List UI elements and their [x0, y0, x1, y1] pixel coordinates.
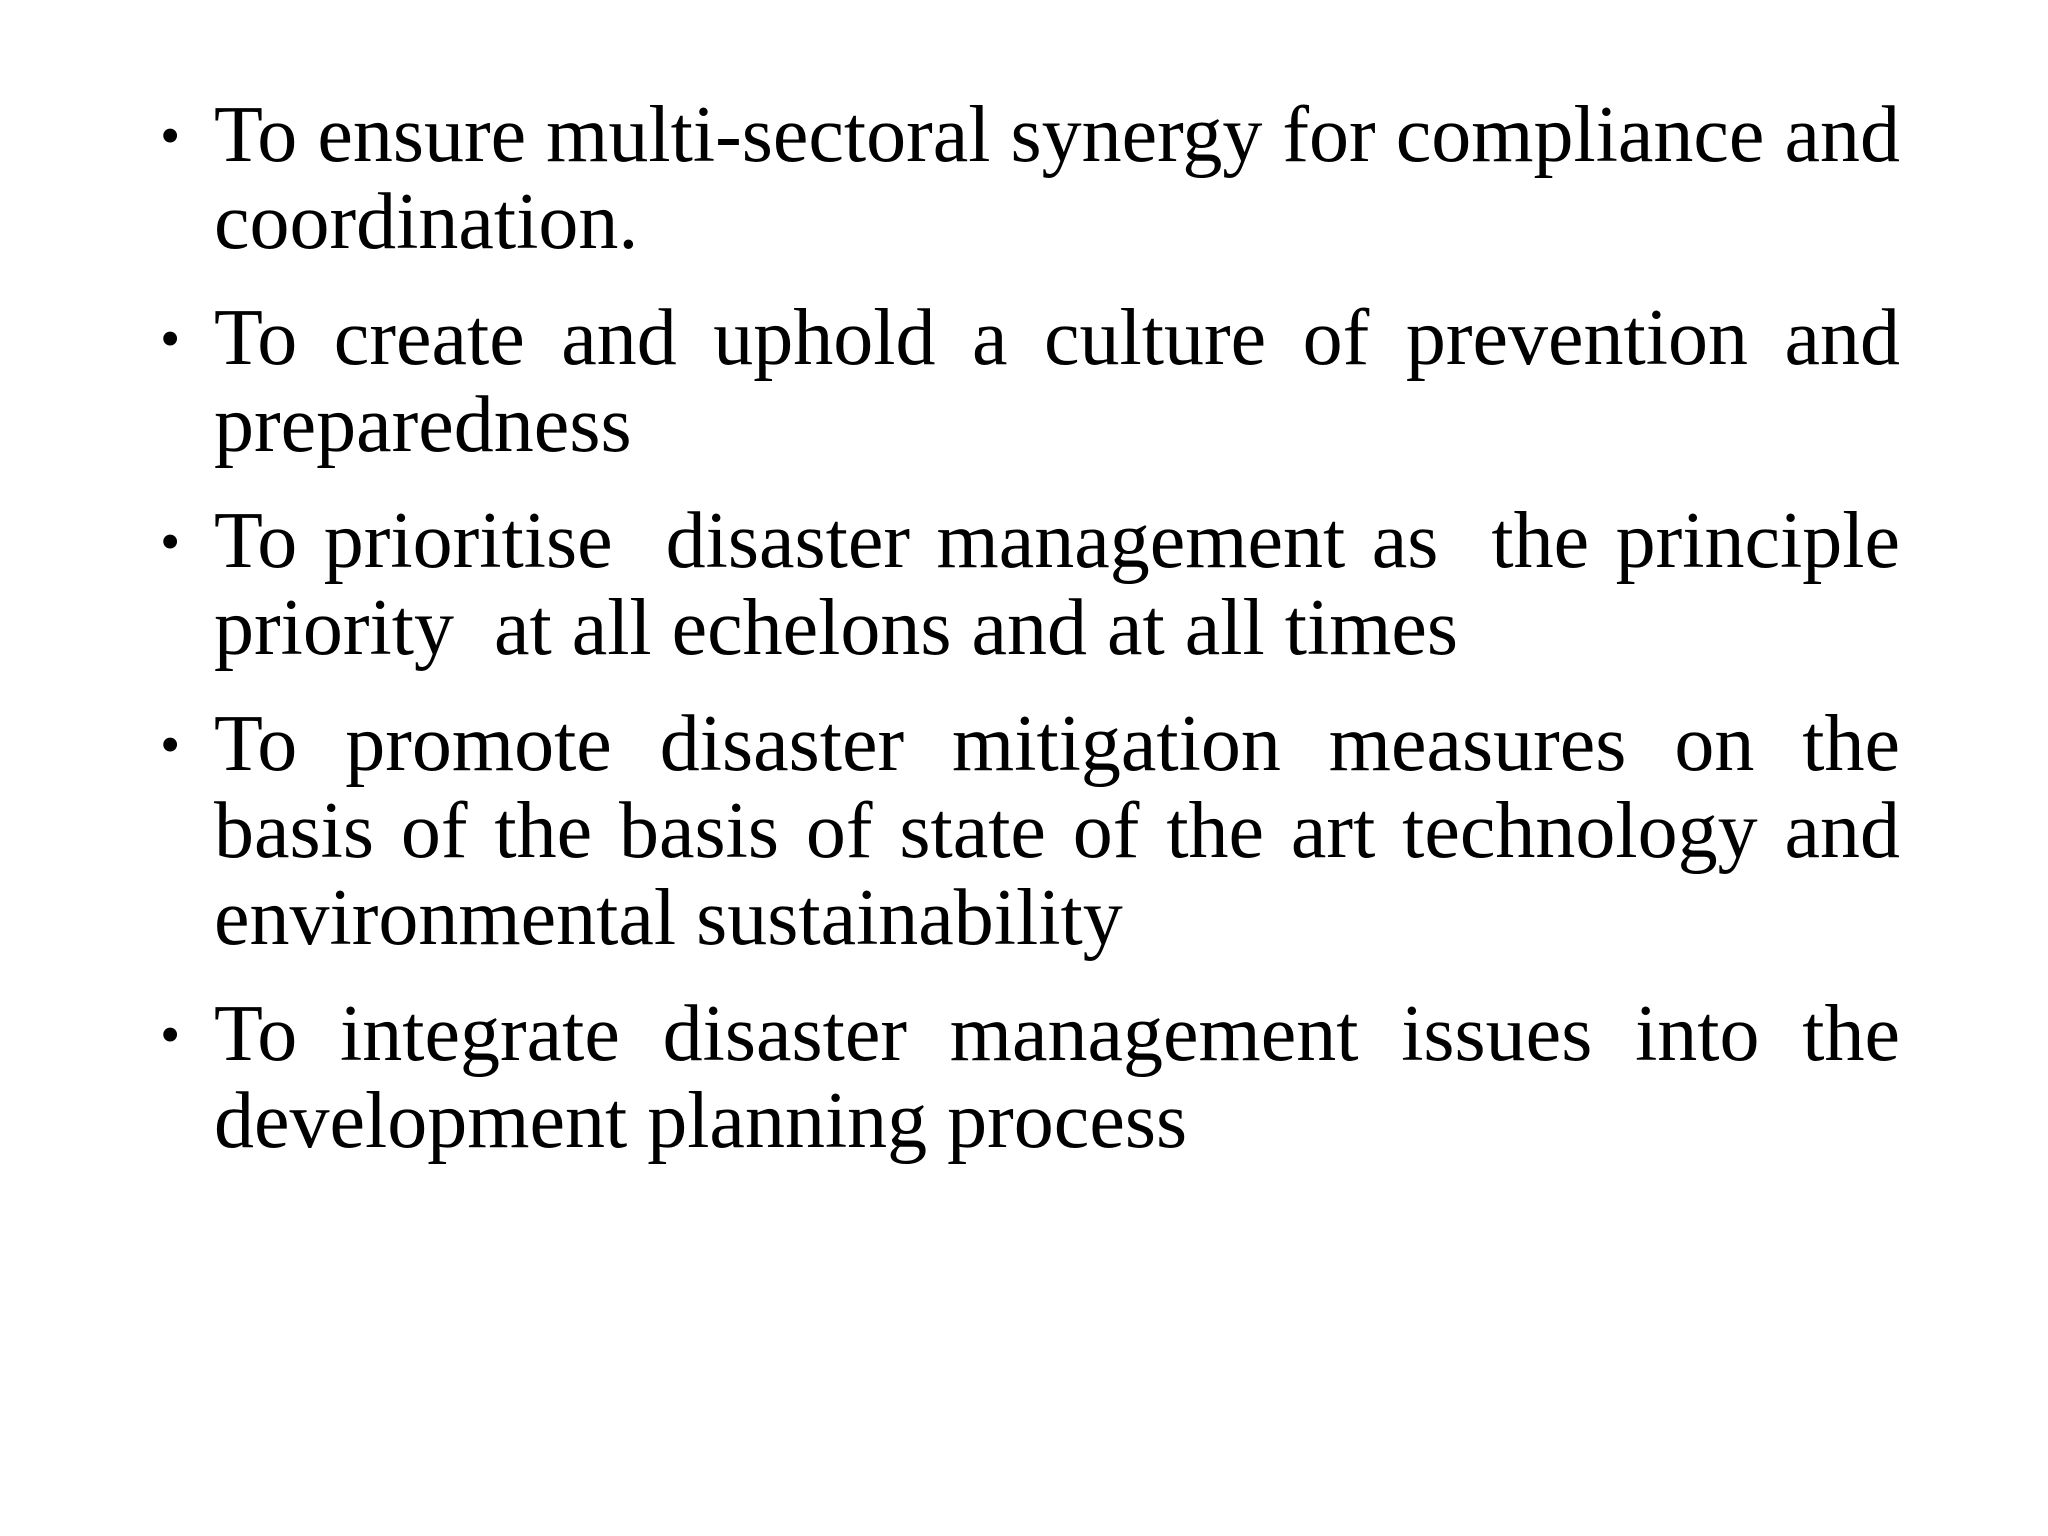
- bullet-list: [160, 91, 1920, 1194]
- list-item: [160, 91, 1920, 266]
- list-item-text: To create and uphold a culture of prevention and preparedness: [214, 294, 1920, 469]
- list-item-text: To ensure multi-sectoral synergy for compliance and coordination.: [214, 91, 1920, 266]
- list-item-text: To promote disaster mitigation measures on the basis of the basis of state of the art technology and environmental sustainability: [214, 700, 1920, 962]
- bullet-icon: •: [160, 1002, 181, 1067]
- list-item-text: To integrate disaster management issues into the development planning process: [214, 990, 1920, 1165]
- list-item: [160, 294, 1920, 469]
- list-item: [160, 990, 1920, 1165]
- list-item: [160, 497, 1920, 672]
- list-item: [160, 700, 1920, 962]
- bullet-icon: •: [160, 712, 181, 777]
- bullet-icon: •: [160, 306, 181, 371]
- bullet-icon: •: [160, 509, 181, 574]
- bullet-icon: •: [160, 103, 181, 168]
- list-item-text: To prioritise disaster management as the principle priority at all echelons and at all times: [214, 497, 1920, 672]
